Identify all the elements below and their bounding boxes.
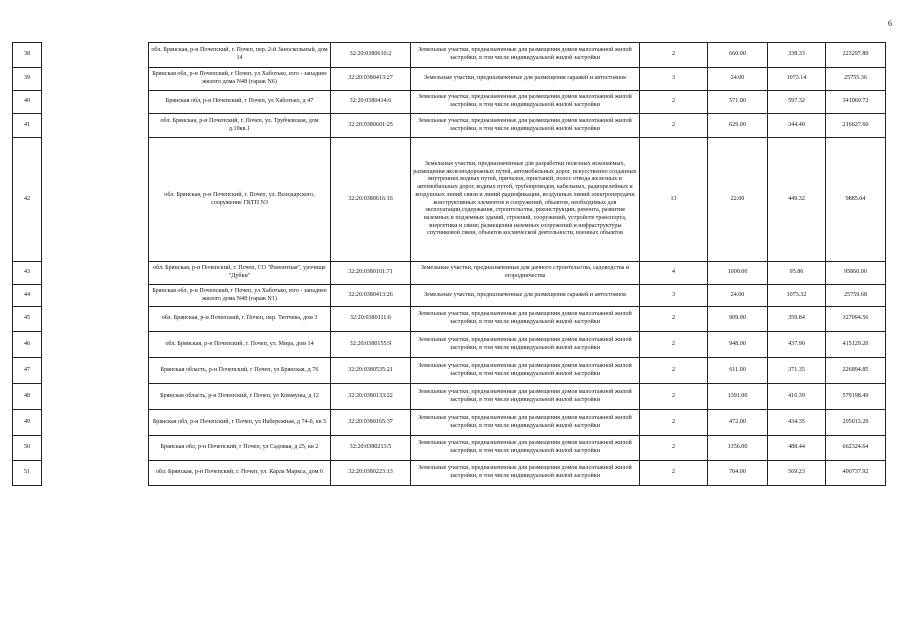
cadastral-number-cell: 32:20:0380601:25: [331, 114, 411, 138]
address-cell: Брянская обл, р-н Почепский, г Почеп, ул Хаботько, юго - западнее жилого дома N48 (гараж N6): [149, 68, 331, 91]
area-cell: 1356.00: [708, 436, 768, 461]
cadastral-value-cell: 400737.92: [826, 461, 886, 486]
row-number: 47: [13, 358, 42, 384]
table-row: [13, 285, 886, 307]
table-row: [13, 43, 886, 68]
land-use-cell: Земельные участки, предназначенные для размещения домов малоэтажной жилой застройки, в том числе индивидуальной жилой застройки: [411, 91, 640, 114]
blank-cell: [42, 436, 149, 461]
group-code-cell: 2: [640, 436, 708, 461]
land-use-cell: Земельные участки, предназначенные для размещения домов малоэтажной жилой застройки, в том числе индивидуальной жилой застройки: [411, 461, 640, 486]
table-row: [13, 436, 886, 461]
cadastral-value-table: [12, 42, 886, 486]
cadastral-number-cell: 32:20:0380133:22: [331, 384, 411, 410]
blank-cell: [42, 307, 149, 332]
area-cell: 1391.00: [708, 384, 768, 410]
specific-value-cell: 416.39: [768, 384, 826, 410]
group-code-cell: 13: [640, 138, 708, 262]
area-cell: 24.00: [708, 68, 768, 91]
cadastral-number-cell: 32:20:0380165:37: [331, 410, 411, 436]
address-cell: Брянская обл, р-н Почепский, г Почеп, ул Садовая, д 25, кв 2: [149, 436, 331, 461]
cadastral-value-cell: 95860.00: [826, 262, 886, 285]
specific-value-cell: 338.33: [768, 43, 826, 68]
land-use-cell: Земельные участки, предназначенные для размещения гаражей и автостоянок: [411, 285, 640, 307]
row-number: 49: [13, 410, 42, 436]
cadastral-value-cell: 9885.04: [826, 138, 886, 262]
area-cell: 948.00: [708, 332, 768, 358]
area-cell: 472.00: [708, 410, 768, 436]
cadastral-number-cell: 32:20:0380610:2: [331, 43, 411, 68]
land-use-cell: Земельные участки, предназначенные для размещения домов малоэтажной жилой застройки, в том числе индивидуальной жилой застройки: [411, 332, 640, 358]
address-cell: Брянская обл, р-н Почепский, г Почеп, ул Набережная, д 74-б, кв 5: [149, 410, 331, 436]
group-code-cell: 2: [640, 91, 708, 114]
cadastral-value-cell: 415129.20: [826, 332, 886, 358]
land-use-cell: Земельные участки, предназначенные для дачного строительства, садоводства и огородничества: [411, 262, 640, 285]
blank-cell: [42, 384, 149, 410]
cadastral-value-cell: 25755.36: [826, 68, 886, 91]
page-number: 6: [888, 19, 892, 28]
blank-cell: [42, 358, 149, 384]
blank-cell: [42, 262, 149, 285]
cadastral-value-cell: 216627.60: [826, 114, 886, 138]
row-number: 46: [13, 332, 42, 358]
table-row: [13, 461, 886, 486]
area-cell: 22.00: [708, 138, 768, 262]
blank-cell: [42, 91, 149, 114]
row-number: 39: [13, 68, 42, 91]
row-number: 43: [13, 262, 42, 285]
specific-value-cell: 434.35: [768, 410, 826, 436]
blank-cell: [42, 68, 149, 91]
table-row: [13, 384, 886, 410]
table-row: [13, 332, 886, 358]
address-cell: обл. Брянская, р-н Почепский, г. Почеп, ул. Мира, дом 14: [149, 332, 331, 358]
land-use-cell: Земельные участки, предназначенные для размещения домов малоэтажной жилой застройки, в том числе индивидуальной жилой застройки: [411, 384, 640, 410]
land-use-cell: Земельные участки, предназначенные для размещения домов малоэтажной жилой застройки, в том числе индивидуальной жилой застройки: [411, 436, 640, 461]
group-code-cell: 2: [640, 461, 708, 486]
address-cell: Брянская область, р-н Почепский, г Почеп, ул Брянская, д 76: [149, 358, 331, 384]
address-cell: обл. Брянская, р-н Почепский, г. Почеп, ул. Володарского, сооружение ГКТП N3: [149, 138, 331, 262]
table-row: [13, 307, 886, 332]
specific-value-cell: 371.35: [768, 358, 826, 384]
cadastral-value-cell: 205013.20: [826, 410, 886, 436]
row-number: 41: [13, 114, 42, 138]
cadastral-value-cell: 579198.49: [826, 384, 886, 410]
land-use-cell: Земельные участки, предназначенные для разработки полезных ископаемых, размещения железнодорожных путей, автомобильных дорог, искусственно созданных внутренних водных путей, причалов, пристаней, полос отвода железных и автомобильных дорог, водных путей, трубопроводов, кабельных, радиорелейных и воздушных линий связи и линий радиофикации, воздушных линий электропередачи конструктивных элементов и сооружений, объектов, необходимых для эксплуатации,содержания, строительства, реконструкции, ремонта, развития наземных и подземных зданий, строений, сооружений, устройств транспорта, энергетики и связи; размещения наземных сооружений и инфраструктуры спутниковой связи, объектов космической деятельности, военных объектов: [411, 138, 640, 262]
land-use-cell: Земельные участки, предназначенные для размещения домов малоэтажной жилой застройки, в том числе индивидуальной жилой застройки: [411, 358, 640, 384]
table-row: [13, 114, 886, 138]
group-code-cell: 2: [640, 43, 708, 68]
cadastral-number-cell: 32:20:0380413:27: [331, 68, 411, 91]
address-cell: обл. Брянская, р-н Почепский, г. Почеп, пер. 2-й Заноскольный, дом 14: [149, 43, 331, 68]
land-use-cell: Земельные участки, предназначенные для размещения домов малоэтажной жилой застройки, в том числе индивидуальной жилой застройки: [411, 43, 640, 68]
area-cell: 629.00: [708, 114, 768, 138]
group-code-cell: 3: [640, 285, 708, 307]
row-number: 44: [13, 285, 42, 307]
area-cell: 611.00: [708, 358, 768, 384]
group-code-cell: 2: [640, 384, 708, 410]
group-code-cell: 2: [640, 114, 708, 138]
table-row: [13, 358, 886, 384]
land-use-cell: Земельные участки, предназначенные для размещения домов малоэтажной жилой застройки, в том числе индивидуальной жилой застройки: [411, 114, 640, 138]
row-number: 45: [13, 307, 42, 332]
row-number: 40: [13, 91, 42, 114]
address-cell: обл. Брянская, р-н Почепский, г. Почеп, СО "Ремонтная", урочище "Дубки": [149, 262, 331, 285]
area-cell: 1000.00: [708, 262, 768, 285]
group-code-cell: 4: [640, 262, 708, 285]
specific-value-cell: 449.32: [768, 138, 826, 262]
address-cell: Брянская обл, р-н Почепский, г Почеп, ул Хаботько, д 47: [149, 91, 331, 114]
table-row: [13, 262, 886, 285]
specific-value-cell: 95.86: [768, 262, 826, 285]
specific-value-cell: 437.90: [768, 332, 826, 358]
blank-cell: [42, 43, 149, 68]
address-cell: Брянская обл, р-н Почепский, г Почеп, ул Хаботько, юго - западнее жилого дома N48 (гараж N1): [149, 285, 331, 307]
group-code-cell: 2: [640, 358, 708, 384]
row-number: 42: [13, 138, 42, 262]
row-number: 48: [13, 384, 42, 410]
specific-value-cell: 359.84: [768, 307, 826, 332]
row-number: 38: [13, 43, 42, 68]
group-code-cell: 3: [640, 68, 708, 91]
blank-cell: [42, 410, 149, 436]
specific-value-cell: 1073.14: [768, 68, 826, 91]
table-row: [13, 410, 886, 436]
address-cell: обл. Брянская, р-н Почепский, г. Почеп, ул. Трубчевская, дом д.10кв.1: [149, 114, 331, 138]
blank-cell: [42, 332, 149, 358]
cadastral-value-cell: 25759.68: [826, 285, 886, 307]
blank-cell: [42, 285, 149, 307]
cadastral-number-cell: 32:20:0380101:71: [331, 262, 411, 285]
cadastral-number-cell: 32:20:0380616:16: [331, 138, 411, 262]
cadastral-number-cell: 32:20:0380414:6: [331, 91, 411, 114]
table-row: [13, 91, 886, 114]
cadastral-number-cell: 32:20:0380111:6: [331, 307, 411, 332]
specific-value-cell: 1073.32: [768, 285, 826, 307]
specific-value-cell: 569.23: [768, 461, 826, 486]
address-cell: обл. Брянская, р-н Почепский, г. Почеп, ул. Карла Маркса, дом 6: [149, 461, 331, 486]
table-row: [13, 138, 886, 262]
row-number: 50: [13, 436, 42, 461]
cadastral-number-cell: 32:20:0380413:26: [331, 285, 411, 307]
area-cell: 660.00: [708, 43, 768, 68]
cadastral-value-cell: 327094.56: [826, 307, 886, 332]
blank-cell: [42, 461, 149, 486]
address-cell: Брянская область, р-н Почепский, г Почеп, ул Коммуны, д 12: [149, 384, 331, 410]
cadastral-value-cell: 341069.72: [826, 91, 886, 114]
area-cell: 909.00: [708, 307, 768, 332]
specific-value-cell: 597.32: [768, 91, 826, 114]
area-cell: 704.00: [708, 461, 768, 486]
cadastral-number-cell: 32:20:0380213:5: [331, 436, 411, 461]
row-number: 51: [13, 461, 42, 486]
group-code-cell: 2: [640, 307, 708, 332]
specific-value-cell: 344.40: [768, 114, 826, 138]
land-use-cell: Земельные участки, предназначенные для размещения гаражей и автостоянок: [411, 68, 640, 91]
table-row: [13, 68, 886, 91]
cadastral-number-cell: 32:20:0380535:21: [331, 358, 411, 384]
blank-cell: [42, 138, 149, 262]
area-cell: 571.00: [708, 91, 768, 114]
area-cell: 24.00: [708, 285, 768, 307]
cadastral-number-cell: 32:20:0380155:9: [331, 332, 411, 358]
land-use-cell: Земельные участки, предназначенные для размещения домов малоэтажной жилой застройки, в том числе индивидуальной жилой застройки: [411, 307, 640, 332]
cadastral-value-cell: 226894.85: [826, 358, 886, 384]
group-code-cell: 2: [640, 332, 708, 358]
cadastral-value-cell: 662324.64: [826, 436, 886, 461]
cadastral-number-cell: 32:20:0380223:13: [331, 461, 411, 486]
blank-cell: [42, 114, 149, 138]
address-cell: обл. Брянская, р-н Почепский, г. Почеп, пер. Тютчева, дом 3: [149, 307, 331, 332]
group-code-cell: 2: [640, 410, 708, 436]
land-use-cell: Земельные участки, предназначенные для размещения домов малоэтажной жилой застройки, в том числе индивидуальной жилой застройки: [411, 410, 640, 436]
specific-value-cell: 488.44: [768, 436, 826, 461]
cadastral-value-cell: 223297.80: [826, 43, 886, 68]
